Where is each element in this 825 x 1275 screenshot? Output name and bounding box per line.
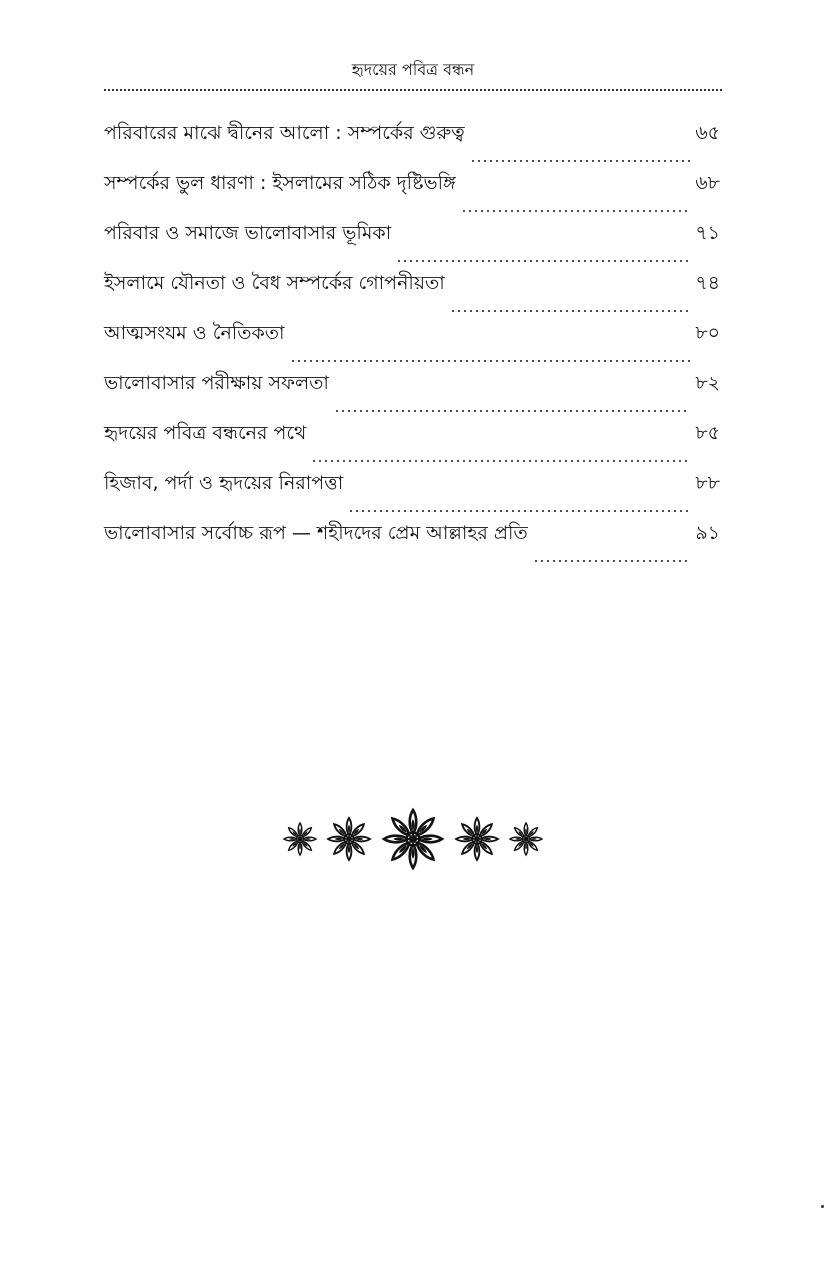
toc-entry-page: ৮৮	[695, 472, 720, 494]
running-header: হৃদয়ের পবিত্র বন্ধন	[351, 60, 475, 79]
toc-entry[interactable]	[104, 468, 720, 518]
toc-entry[interactable]	[104, 268, 720, 318]
toc-entry-page: ৮৫	[695, 422, 720, 444]
dot-leader	[533, 560, 691, 562]
dot-leader	[311, 460, 690, 462]
dot-leader	[450, 310, 690, 312]
toc-entry[interactable]	[104, 118, 720, 168]
toc-entry[interactable]	[104, 418, 720, 468]
toc-entry-page: ৬৫	[695, 122, 720, 144]
dot-leader	[290, 360, 691, 362]
toc-entry-page: ৮০	[695, 322, 720, 344]
floral-ornament-icon	[280, 804, 546, 874]
toc-entry-page: ৬৮	[695, 172, 720, 194]
toc-entry-page: ৮২	[695, 372, 720, 394]
toc-entry-title: ভালোবাসার সর্বোচ্চ রূপ — শহীদদের প্রেম আল্লাহর প্রতি	[104, 522, 528, 544]
dot-leader	[461, 210, 691, 212]
toc-entry-title: ভালোবাসার পরীক্ষায় সফলতা	[104, 372, 329, 394]
toc-entry[interactable]	[104, 168, 720, 218]
toc-entry-page: ৯১	[695, 522, 720, 544]
dot-leader	[334, 410, 690, 412]
toc-entry-title: হিজাব, পর্দা ও হৃদয়ের নিরাপত্তা	[104, 472, 344, 494]
toc-entry-title: পরিবারের মাঝে দ্বীনের আলো : সম্পর্কের গুরুত্ব	[104, 122, 465, 144]
toc-entry-title: আত্মসংযম ও নৈতিকতা	[104, 322, 285, 344]
dot-leader	[348, 510, 690, 512]
dot-leader	[470, 160, 691, 162]
toc-entry[interactable]	[104, 218, 720, 268]
toc-entry-page: ৭৪	[695, 272, 720, 294]
toc-entry-page: ৭১	[695, 222, 720, 244]
toc-entry[interactable]	[104, 518, 720, 568]
toc-entry-title: ইসলামে যৌনতা ও বৈধ সম্পর্কের গোপনীয়তা	[104, 272, 445, 294]
table-of-contents	[104, 118, 720, 568]
toc-entry[interactable]	[104, 368, 720, 418]
page-mark	[821, 1205, 824, 1208]
header-dotted-rule	[104, 89, 722, 91]
toc-entry-title: সম্পর্কের ভুল ধারণা : ইসলামের সঠিক দৃষ্টিভঙ্গি	[104, 172, 456, 194]
toc-entry-title: পরিবার ও সমাজে ভালোবাসার ভূমিকা	[104, 222, 392, 244]
toc-entry-title: হৃদয়ের পবিত্র বন্ধনের পথে	[104, 422, 307, 444]
dot-leader	[396, 260, 690, 262]
toc-entry[interactable]	[104, 318, 720, 368]
